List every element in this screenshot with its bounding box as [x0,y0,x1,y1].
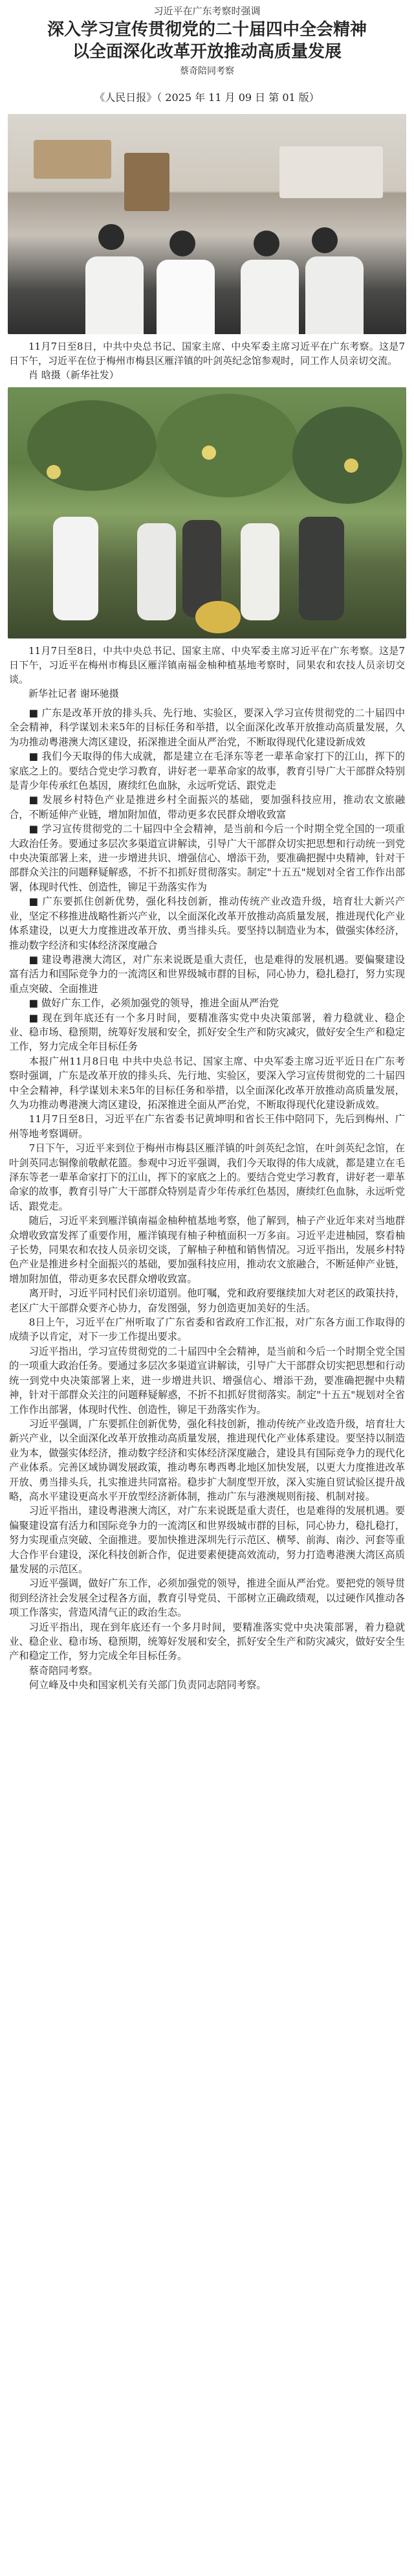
article-photo-1 [8,114,406,334]
article-author: 蔡奇陪同考察 [180,66,234,76]
body-paragraph: 随后，习近平来到雁洋镇南福金柚种植基地考察，他了解到，柚子产业近年来对当地群众增收致富发挥了重要作用，雁洋镇现有柚子种植面积一万多亩。习近平走进柚园，察看柚子长势，同果农和农技人员亲切交谈，了解柚子种植和销售情况。习近平指出，发展乡村特色产业是推进乡村全面振兴的基础，要加强科技应用，推动农文旅融合，不断延伸产业链，增加附加值，带动更多农民群众增收致富。 [9,1215,405,1285]
highlight-paragraph: ■ 学习宣传贯彻党的二十届四中全会精神，是当前和今后一个时期全党全国的一项重大政治任务。要通过多层次多渠道宣讲解读，引导广大干部群众切实把思想和行动统一到党中央决策部署上来，进一步增进共识、增强信心、增添干劲，要准确把握中央精神，针对干部群众关注的问题释疑解惑，不折不扣抓好贯彻落实。制定"十五五"规划对全省工作作出部署，体现时代性、创造性，铆足干劲落实作为 [9,823,405,893]
article-title-line-1: 深入学习宣传贯彻党的二十届四中全会精神 [47,20,367,40]
body-paragraph: 习近平指出，现在到年底还有一个多月时间，要精准落实党中央决策部署，着力稳就业、稳企业、稳市场、稳预期，统筹好发展和安全，抓好安全生产和防灾减灾，做好安全生产和稳定工作，努力完成全年目标任务。 [9,1621,405,1662]
highlight-paragraph: ■ 广东是改革开放的排头兵、先行地、实验区，要深入学习宣传贯彻党的二十届四中全会精神，科学谋划未来5年的目标任务和举措，以全面深化改革开放推动高质量发展，久为功推动粤港澳大湾区建设，拓深推进全面从严治党，不断取得现代化建设新成效 [9,707,405,748]
article-source: 《人民日报》（ 2025 年 11 月 09 日 第 01 版） [94,91,320,104]
photo-1-credit: 肖 晗摄（新华社发） [28,369,119,381]
body-paragraph: 11月7日至8日，习近平在广东省委书记黄坤明和省长王伟中陪同下，先后到梅州、广州等地考察调研。 [9,1113,405,1140]
body-paragraph: 何立峰及中央和国家机关有关部门负责同志陪同考察。 [28,1679,267,1691]
body-paragraph: 习近平指出，建设粤港澳大湾区，对广东来说既是重大责任，也是难得的发展机遇。要偏聚建设富有活力和国际竞争力的一流湾区和世界级城市群的目标，同心协力，稳扎稳打，努力实现重点突破、全面推进。要加快推进深圳先行示范区、横琴、前海、南沙、河套等重大合作平台建设，深化科技创新合作，促进要素便捷高效流动，努力打造粤港澳大湾区高质量发展的示范区。 [9,1505,405,1575]
highlight-paragraph: ■ 现在到年底还有一个多月时间，要精准落实党中央决策部署，着力稳就业、稳企业、稳市场、稳预期，统筹好发展和安全，抓好安全生产和防灾减灾，做好安全生产和稳定工作，努力完成全年目标任务 [9,1011,405,1053]
article-photo-2 [8,387,406,638]
highlight-paragraph: ■ 发展乡村特色产业是推进乡村全面振兴的基础，要加强科技应用，推动农文旅融合，不断延伸产业链，增加附加值，带动更多农民群众增收致富 [9,794,405,820]
body-paragraph: 离开时，习近平同村民们亲切道别。他叮嘱，党和政府要继续加大对老区的政策扶持，老区广大干部群众要齐心协力，奋发图强，努力创造更加美好的生活。 [9,1287,405,1314]
photo-1-caption: 11月7日至8日，中共中央总书记、国家主席、中央军委主席习近平在广东考察。这是7日下午，习近平在位于梅州市梅县区雁洋镇的叶剑英纪念馆参观时，同工作人员亲切交流。 [9,341,405,367]
body-paragraph: 7日下午，习近平来到位于梅州市梅县区雁洋镇的叶剑英纪念馆，在叶剑英纪念馆，在叶剑英同志铜像前敬献花篮。参观中习近平强调，我们今天取得的伟大成就，都是建立在毛泽东等老一辈革命家打下的江山，挥下的家底之上的。要结合党史学习教育，讲好老一辈革命家的故事，教育引导广大干部群众特别是青少年传承红色基因，赓续红色血脉，永远听党话、跟党走。 [9,1142,405,1212]
highlight-paragraph: ■ 我们今天取得的伟大成就，都是建立在毛泽东等老一辈革命家打下的江山，挥下的家底之上的。要结合党史学习教育，讲好老一辈革命家的故事，教育引导广大干部群众特别是青少年传承红色基因，赓续红色血脉，永远听党话、跟党走 [9,751,405,792]
article-kicker: 习近平在广东考察时强调 [153,5,261,17]
article-title-line-2: 以全面深化改革开放推动高质量发展 [72,42,342,62]
highlight-paragraph: ■ 做好广东工作，必须加强党的领导，推进全面从严治党 [28,997,279,1010]
body-paragraph: 习近平强调，做好广东工作，必须加强党的领导，推进全面从严治党。要把党的领导贯彻到经济社会发展全过程各方面，教育引导党员、干部树立正确政绩观，以过硬作风推动各项工作落实，营造风清气正的政治生态。 [9,1577,405,1619]
body-paragraph: 习近平指出，学习宣传贯彻党的二十届四中全会精神，是当前和今后一个时期全党全国的一项重大政治任务。要通过多层次多渠道宣讲解读，引导广大干部群众切实把思想和行动统一到党中央决策部署上来，进一步增进共识、增强信心、增添干劲，要准确把握中央精神，针对干部群众关注的问题释疑解惑，不折不扣抓好贯彻落实。制定"十五五"规划对全省工作作出部署，体现时代性、创造性，铆足干劲落实作为。 [9,1345,405,1416]
highlight-paragraph: ■ 建设粤港澳大湾区，对广东来说既是重大责任，也是难得的发展机遇。要偏聚建设富有活力和国际竞争力的一流湾区和世界级城市群的目标，同心协力，稳扎稳打，努力实现重点突破、全面推进 [9,953,405,995]
body-paragraph: 蔡奇陪同考察。 [28,1664,98,1677]
photo-2-caption: 11月7日至8日，中共中央总书记、国家主席、中央军委主席习近平在广东考察。这是7日下午，习近平在梅州市梅县区雁洋镇南福金柚种植基地考察时，同果农和农技人员亲切交谈。 [9,645,405,685]
article-body [9,706,405,1693]
body-paragraph: 习近平强调，广东要抓住创新优势，强化科技创新，推动传统产业改造升级，培育壮大新兴产业，以全面深化改革开放推动高质量发展，推进现代化产业体系建设。要坚持以制造业为本，做强实体经济，推动数字经济和实体经济深度融合，建设具有国际竞争力的现代化产业体系。完善区域协调发展政策，推动粤东粤西粤北地区加快发展，以更大力度推进改革开放、勇当排头兵，扎实推进共同富裕。稳步扩大制度型开放，深入实施自贸试验区提升战略，高水平建设更高水平开放型经济新体制，推动广东与港澳规则衔接、机制对接。 [9,1418,405,1502]
body-paragraph: 8日上午，习近平在广州听取了广东省委和省政府工作汇报，对广东各方面工作取得的成绩予以肯定，对下一步工作提出要求。 [9,1316,405,1343]
highlight-paragraph: ■ 广东要抓住创新优势，强化科技创新，推动传统产业改造升级，培育壮大新兴产业，坚定不移推进战略性新兴产业，以全面深化改革开放推动高质量发展，推进现代化产业体系建设，以更大力度推进改革开放、勇当排头兵。要坚持以制造业为本，做强实体经济，推动数字经济和实体经济深度融合 [9,896,405,951]
article-header [0,0,414,105]
photo-2-credit: 新华社记者 谢环驰摄 [28,688,119,699]
body-paragraph: 本报广州11月8日电 中共中央总书记、国家主席、中央军委主席习近平近日在广东考察时强调，广东是改革开放的排头兵、先行地、实验区，要深入学习宣传贯彻党的二十届四中全会精神，科学谋划未来5年的目标任务和举措，以全面深化改革开放推动高质量发展，久为功推动粤港澳大湾区建设，拓深推进全面从严治党，不断取得现代化建设新成效。 [9,1055,405,1111]
